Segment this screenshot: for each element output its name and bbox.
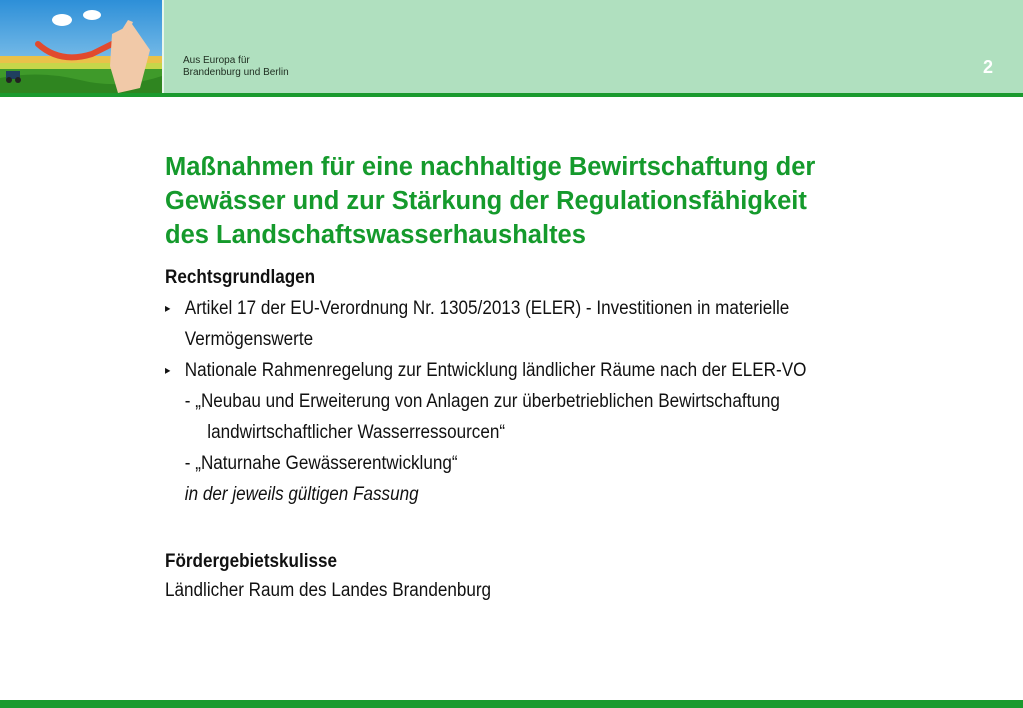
eu-fund-logo-image	[0, 0, 162, 93]
slide-title	[165, 150, 995, 252]
footer-rule	[0, 700, 1023, 708]
logo-divider	[162, 0, 164, 93]
sub-item-2: - „Naturnahe Gewässerentwicklung“	[184, 453, 458, 474]
slide-title-line-3: des Landschaftswasserhaushaltes	[165, 221, 586, 249]
page-number: 2	[982, 57, 993, 77]
slide-title-line-2: Gewässer und zur Stärkung der Regulationsfähigkeit	[165, 187, 807, 215]
legal-basis-heading: Rechtsgrundlagen	[165, 267, 316, 288]
org-line-2: Brandenburg und Berlin	[183, 67, 289, 78]
sub-item-1: - „Neubau und Erweiterung von Anlagen zur überbetrieblichen Bewirtschaftung	[184, 391, 780, 412]
header-rule	[0, 93, 1023, 97]
bullet-item-2	[165, 355, 912, 386]
bullet-item-1-continuation: Vermögenswerte	[184, 329, 314, 350]
validity-note: in der jeweils gültigen Fassung	[184, 484, 419, 505]
org-tagline	[183, 55, 289, 79]
funding-area-text: Ländlicher Raum des Landes Brandenburg	[165, 580, 492, 601]
slide-content	[165, 150, 995, 606]
org-line-1: Aus Europa für	[183, 55, 250, 66]
funding-area-heading: Fördergebietskulisse	[165, 551, 338, 572]
bullet-item-1-text: Artikel 17 der EU-Verordnung Nr. 1305/2013 (ELER) - Investitionen in materielle	[184, 298, 790, 319]
bullet-arrow-icon: ▸	[165, 301, 171, 315]
slide-title-line-1: Maßnahmen für eine nachhaltige Bewirtschaftung der	[165, 153, 816, 181]
bullet-arrow-icon: ▸	[165, 363, 171, 377]
bullet-item-2-text: Nationale Rahmenregelung zur Entwicklung ländlicher Räume nach der ELER-VO	[184, 360, 807, 381]
header-bar	[0, 0, 1023, 93]
sub-item-1-continuation: landwirtschaftlicher Wasserressourcen“	[207, 422, 506, 443]
bullet-item-1	[165, 293, 912, 324]
